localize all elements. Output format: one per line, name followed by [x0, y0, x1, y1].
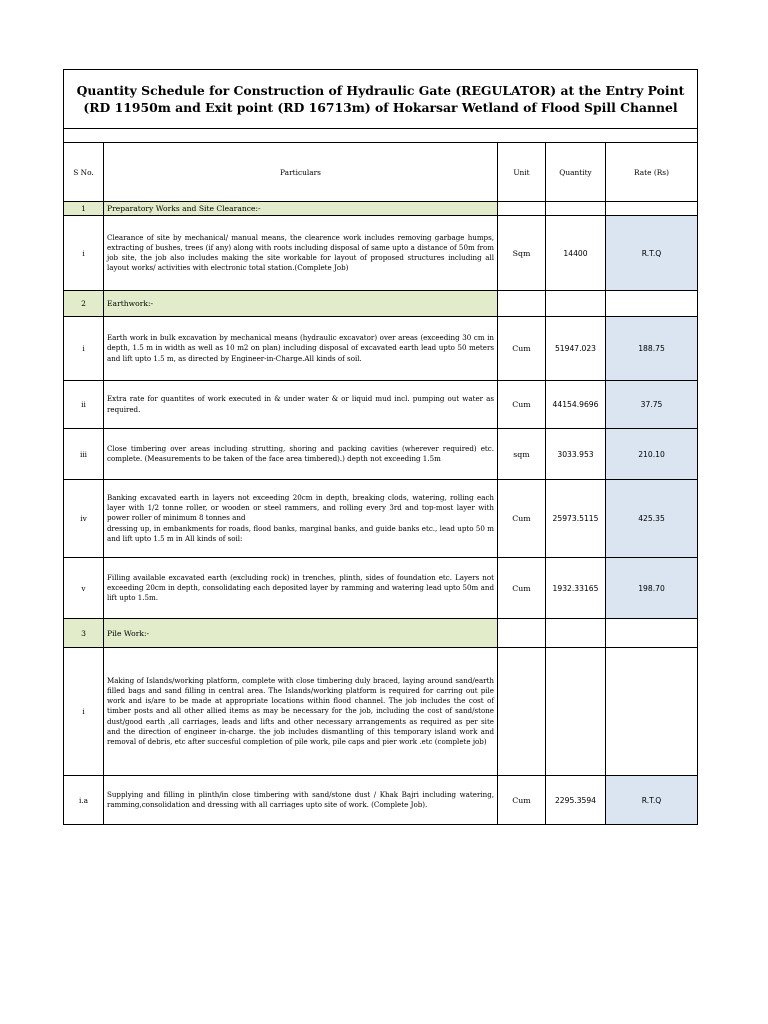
item-unit	[498, 648, 546, 776]
section-number: 1	[64, 202, 104, 216]
item-row	[64, 558, 698, 619]
section-title: Earthwork:-	[104, 291, 498, 317]
item-rate: 188.75	[606, 317, 698, 381]
section-unit-cell	[498, 291, 546, 317]
item-row	[64, 429, 698, 480]
item-unit: Sqm	[498, 216, 546, 291]
item-number: i	[64, 648, 104, 776]
item-rate: 198.70	[606, 558, 698, 619]
item-rate: 37.75	[606, 381, 698, 429]
item-rate: 210.10	[606, 429, 698, 480]
item-rate	[606, 648, 698, 776]
item-quantity: 2295.3594	[546, 776, 606, 825]
header-sno: S No.	[64, 143, 104, 202]
item-particulars: Making of Islands/working platform, complete with close timbering duly braced, laying around sand/earth filled bags and sand filling in central area. The Islands/working platform is required for carring out pile work and is/are to be made at appropriate locations within flood channel. The job includes the cost of timber posts and all other allied items as may be necessary for the job, including the cost of sand/stone dust/good earth ,all carriages, leads and lifts and other necessary arrangements as required as per site and the direction of engineer in-charge. the job includes dismantling of this temporary island work and removal of debris, etc after succesful completion of pile work, pile caps and pier work .etc (complete job)	[104, 648, 498, 776]
item-row	[64, 648, 698, 776]
item-particulars: Supplying and filling in plinth/in close timbering with sand/stone dust / Khak Bajri including watering, ramming,consolidation and dressing with all carriages upto site of work. (Complete Job).	[104, 776, 498, 825]
item-unit: Cum	[498, 317, 546, 381]
item-quantity: 25973.5115	[546, 480, 606, 558]
item-particulars: Clearance of site by mechanical/ manual means, the clearence work includes removing garbage humps, extracting of bushes, trees (if any) along with roots including disposal of same upto a distance of 50m from job site, the job also includes making the site workable for layout of proposed structures including all layout works/ activities with electronic total station.(Complete Job)	[104, 216, 498, 291]
section-title: Preparatory Works and Site Clearance:-	[104, 202, 498, 216]
item-number: iii	[64, 429, 104, 480]
header-unit: Unit	[498, 143, 546, 202]
item-row	[64, 776, 698, 825]
header-row	[64, 143, 698, 202]
item-rate: 425.35	[606, 480, 698, 558]
item-particulars: Earth work in bulk excavation by mechanical means (hydraulic excavator) over areas (exceeding 30 cm in depth, 1.5 m in width as well as 10 m2 on plan) including disposal of excavated earth lead upto 50 meters and lift upto 1.5 m, as directed by Engineer-in-Charge.All kinds of soil.	[104, 317, 498, 381]
section-number: 3	[64, 619, 104, 648]
item-particulars: Filling available excavated earth (excluding rock) in trenches, plinth, sides of foundation etc. Layers not exceeding 20cm in depth, consolidating each deposited layer by ramming and watering lead upto 50m and lift upto 1.5m.	[104, 558, 498, 619]
section-rate-cell	[606, 291, 698, 317]
spacer-row	[64, 129, 698, 143]
section-rate-cell	[606, 202, 698, 216]
item-number: iv	[64, 480, 104, 558]
item-number: ii	[64, 381, 104, 429]
item-quantity: 51947.023	[546, 317, 606, 381]
item-quantity: 44154.9696	[546, 381, 606, 429]
item-particulars: Banking excavated earth in layers not exceeding 20cm in depth, breaking clods, watering, rolling each layer with 1/2 tonne roller, or wooden or steel rammers, and rolling every 3rd and top-most layer with power roller of minimum 8 tonnes and dressing up, in embankments for roads, flood banks, marginal banks, and guide banks etc., lead upto 50 m and lift upto 1.5 m in All kinds of soil:	[104, 480, 498, 558]
item-unit: sqm	[498, 429, 546, 480]
section-quantity-cell	[546, 619, 606, 648]
item-unit: Cum	[498, 776, 546, 825]
quantity-schedule-sheet	[63, 69, 697, 825]
item-quantity: 3033.953	[546, 429, 606, 480]
section-row	[64, 202, 698, 216]
item-row	[64, 480, 698, 558]
item-row	[64, 381, 698, 429]
header-rate: Rate (Rs)	[606, 143, 698, 202]
section-quantity-cell	[546, 291, 606, 317]
item-quantity	[546, 648, 606, 776]
item-rate: R.T.Q	[606, 776, 698, 825]
header-quantity: Quantity	[546, 143, 606, 202]
section-rate-cell	[606, 619, 698, 648]
schedule-table	[63, 69, 698, 825]
item-rate: R.T.Q	[606, 216, 698, 291]
section-title: Pile Work:-	[104, 619, 498, 648]
item-unit: Cum	[498, 558, 546, 619]
item-quantity: 14400	[546, 216, 606, 291]
section-row	[64, 291, 698, 317]
item-unit: Cum	[498, 480, 546, 558]
section-number: 2	[64, 291, 104, 317]
item-number: i	[64, 216, 104, 291]
item-row	[64, 216, 698, 291]
item-number: v	[64, 558, 104, 619]
item-unit: Cum	[498, 381, 546, 429]
section-row	[64, 619, 698, 648]
item-particulars: Close timbering over areas including strutting, shoring and packing cavities (wherever required) etc. complete. (Measurements to be taken of the face area timbered).) depth not exceeding 1.5m	[104, 429, 498, 480]
item-number: i	[64, 317, 104, 381]
item-particulars: Extra rate for quantites of work executed in & under water & or liquid mud incl. pumping out water as required.	[104, 381, 498, 429]
section-quantity-cell	[546, 202, 606, 216]
item-row	[64, 317, 698, 381]
document-title: Quantity Schedule for Construction of Hydraulic Gate (REGULATOR) at the Entry Point (RD 11950m and Exit point (RD 16713m) of Hokarsar Wetland of Flood Spill Channel	[64, 70, 698, 129]
section-unit-cell	[498, 202, 546, 216]
section-unit-cell	[498, 619, 546, 648]
item-number: i.a	[64, 776, 104, 825]
header-particulars: Particulars	[104, 143, 498, 202]
item-quantity: 1932.33165	[546, 558, 606, 619]
